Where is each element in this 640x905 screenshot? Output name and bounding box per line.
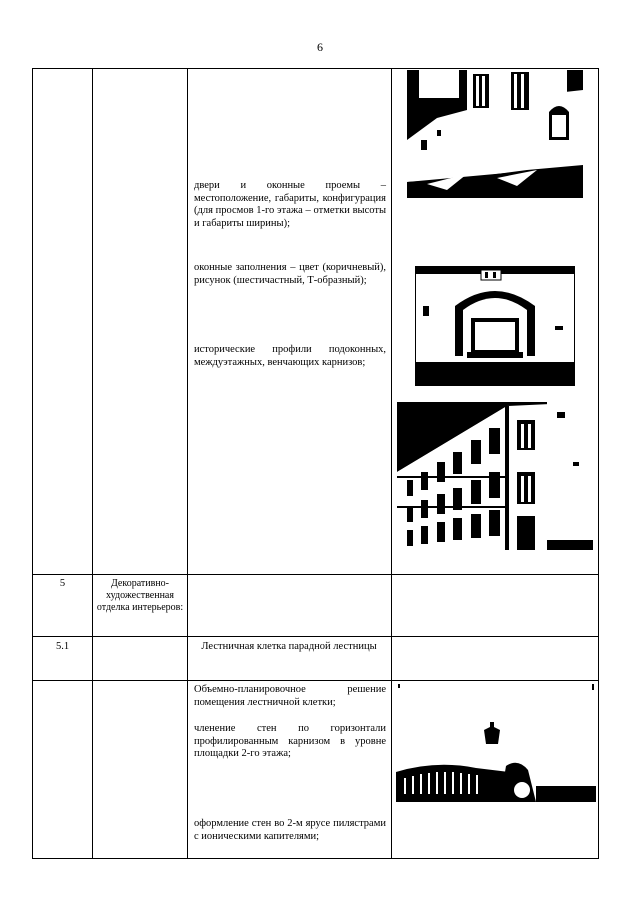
row-5-1-description: Лестничная клетка парадной лестницы [201,641,377,652]
page-number: 6 [317,40,323,54]
staircase-interior-photo [396,682,596,802]
row-5-1-number: 5.1 [55,641,70,652]
arched-window-photo [415,266,575,386]
wall-division-paragraph: членение стен по горизонтали профилированным карнизом в уровне площадки 2-го этажа; [194,723,386,759]
window-fillings-paragraph: оконные заполнения – цвет (коричневый), рисунок (шестичастный, Т-образный); [194,262,386,286]
pilasters-paragraph: оформление стен во 2-м ярусе пилястрами с ионическими капителями; [194,818,386,842]
facade-courtyard-photo [407,70,583,198]
row-5-number: 5 [59,578,66,589]
row-5-name: Декоративно-художественная отделка интерьеров: [96,578,184,613]
cornice-profiles-paragraph: исторические профили подоконных, междуэтажных, венчающих карнизов; [194,344,386,368]
window-openings-paragraph: двери и оконные проемы – местоположение, габариты, конфигурация (для просмов 1-го этажа – отметки высоты и габариты ширины); [194,180,386,229]
layout-solution-paragraph: Объемно-планировочное решение помещения лестничной клетки; [194,684,386,708]
building-perspective-photo [397,402,593,550]
